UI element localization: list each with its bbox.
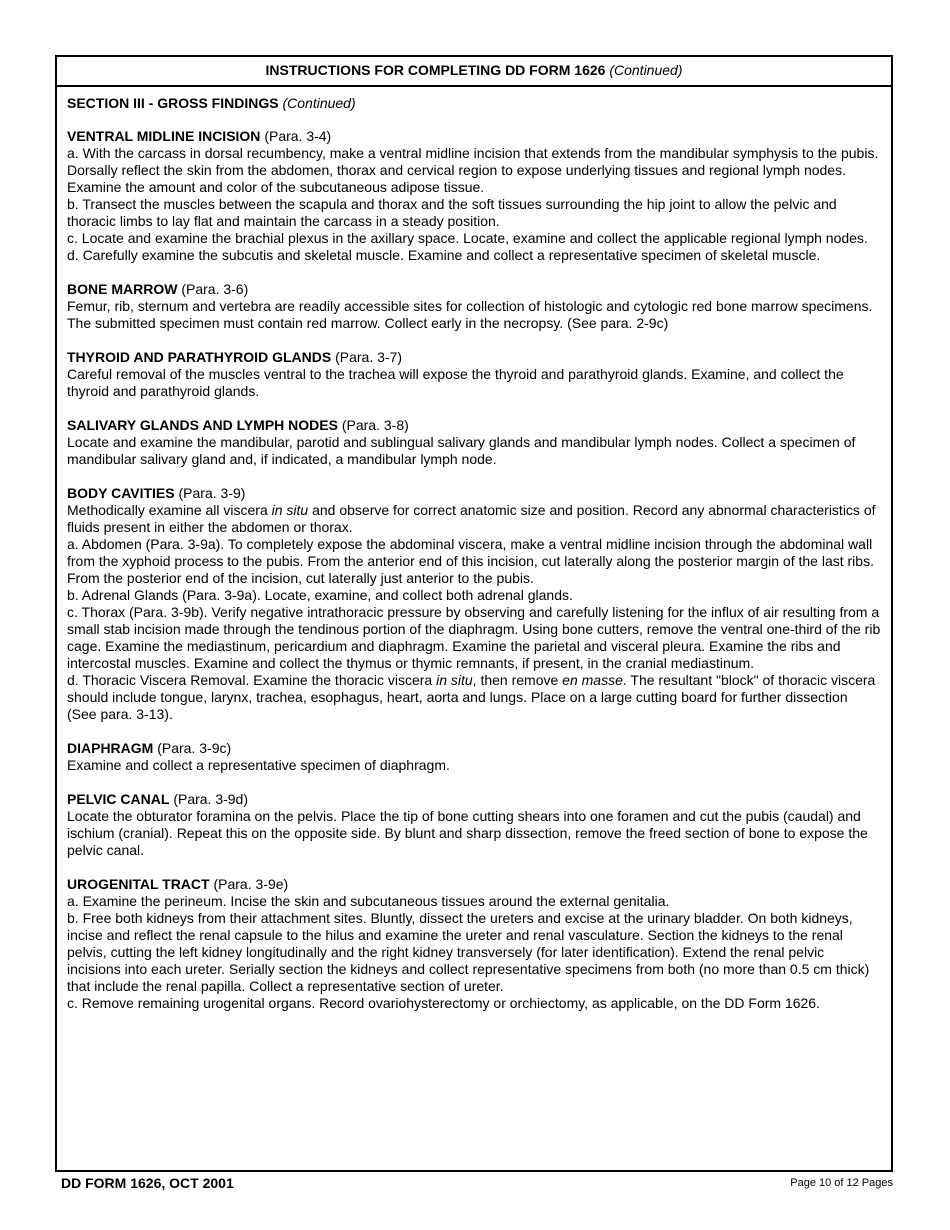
diaphragm-text: Examine and collect a representative specimen of diaphragm.	[67, 757, 450, 773]
cavities-intro-part2: and observe for correct anatomic size and position. Record any abnormal characteristics of fluids present in either the abdomen or thorax.	[67, 502, 876, 535]
urogenital-item-a: a. Examine the perineum. Incise the skin and subcutaneous tissues around the external genitalia.	[67, 893, 670, 909]
cavities-intro	[67, 502, 881, 536]
form-identifier: DD FORM 1626, OCT 2001	[61, 1175, 234, 1191]
ventral-item-d: d. Carefully examine the subcutis and skeletal muscle. Examine and collect a representative specimen of skeletal muscle.	[67, 247, 821, 263]
ventral-midline-incision-block	[67, 128, 881, 264]
section-continued: (Continued)	[282, 95, 356, 111]
urogenital-block	[67, 876, 881, 1012]
cavities-intro-part1: Methodically examine all viscera	[67, 502, 272, 518]
cavities-d-en-masse: en masse	[562, 672, 623, 688]
marrow-text: Femur, rib, sternum and vertebra are readily accessible sites for collection of histologic and cytologic red bone marrow specimens. The submitted specimen must contain red marrow. Collect early in the necropsy. (See para. 2-9c)	[67, 298, 873, 331]
page-number: Page 10 of 12 Pages	[790, 1177, 893, 1189]
urogenital-item-b: b. Free both kidneys from their attachment sites. Bluntly, dissect the ureters and excise at the urinary bladder. On both kidneys, incise and reflect the renal capsule to the hilus and examine the ureter and renal vasculature. Section the kidneys to the renal pelvis, cutting the left kidney longitudinally and the right kidney transversely (for later identification). Extend the renal pelvic incisions into each ureter. Serially section the kidneys and collect representative specimens from both (no more than 0.5 cm thick) that include the renal papilla. Collect a representative section of ureter.	[67, 910, 870, 994]
cavities-d-part2: , then remove	[472, 672, 563, 688]
section-title	[67, 95, 881, 112]
cavities-heading	[67, 485, 881, 502]
thyroid-heading	[67, 349, 881, 366]
pelvic-para: (Para. 3-9d)	[173, 791, 249, 807]
ventral-item-b: b. Transect the muscles between the scapula and thorax and the soft tissues surrounding the hip joint to allow the pelvic and thoracic limbs to lay flat and maintain the carcass in a steady position.	[67, 196, 837, 229]
urogenital-heading	[67, 876, 881, 893]
thyroid-para: (Para. 3-7)	[335, 349, 402, 365]
header-title: INSTRUCTIONS FOR COMPLETING DD FORM 1626	[265, 62, 606, 78]
urogenital-item-c: c. Remove remaining urogenital organs. Record ovariohysterectomy or orchiectomy, as applicable, on the DD Form 1626.	[67, 995, 820, 1011]
pelvic-canal-block	[67, 791, 881, 859]
salivary-title: SALIVARY GLANDS AND LYMPH NODES	[67, 417, 338, 433]
pelvic-text: Locate the obturator foramina on the pelvis. Place the tip of bone cutting shears into one foramen and cut the pubis (caudal) and ischium (cranial). Repeat this on the opposite side. By blunt and sharp dissection, remove the freed section of bone to expose the pelvic canal.	[67, 808, 868, 858]
cavities-item-c: c. Thorax (Para. 3-9b). Verify negative intrathoracic pressure by observing and carefully listening for the influx of air resulting from a small stab incision made through the tendinous portion of the diaphragm. Using bone cutters, remove the ventral one-third of the rib cage. Examine the mediastinum, pericardium and diaphragm. Examine the parietal and visceral pleura. Examine the ribs and intercostal muscles. Examine and collect the thymus or thymic remnants, if present, in the cranial mediastinum.	[67, 604, 881, 671]
salivary-block	[67, 417, 881, 468]
cavities-title: BODY CAVITIES	[67, 485, 175, 501]
bone-marrow-block	[67, 281, 881, 332]
ventral-para: (Para. 3-4)	[264, 128, 332, 144]
ventral-title: VENTRAL MIDLINE INCISION	[67, 128, 261, 144]
ventral-heading	[67, 128, 881, 145]
diaphragm-title: DIAPHRAGM	[67, 740, 154, 756]
diaphragm-para: (Para. 3-9c)	[157, 740, 232, 756]
thyroid-block	[67, 349, 881, 400]
thyroid-title: THYROID AND PARATHYROID GLANDS	[67, 349, 332, 365]
pelvic-heading	[67, 791, 881, 808]
body-cavities-block	[67, 485, 881, 723]
ventral-item-a: a. With the carcass in dorsal recumbency, make a ventral midline incision that extends from the mandibular symphysis to the pubis. Dorsally reflect the skin from the abdomen, thorax and cervical region to expose underlying tissues and regional lymph nodes. Examine the amount and color of the subcutaneous adipose tissue.	[67, 145, 879, 195]
urogenital-title: UROGENITAL TRACT	[67, 876, 210, 892]
cavities-d-part3: . The resultant "block" of thoracic viscera should include tongue, larynx, trachea, esophagus, heart, aorta and lungs. Place on a large cutting board for further dissection (See para. 3-13).	[67, 672, 876, 722]
instructions-content	[57, 87, 891, 1012]
salivary-para: (Para. 3-8)	[341, 417, 409, 433]
cavities-d-in-situ: in situ	[436, 672, 473, 688]
salivary-text: Locate and examine the mandibular, parotid and sublingual salivary glands and mandibular lymph nodes. Collect a specimen of mandibular salivary gland and, if indicated, a mandibular lymph node.	[67, 434, 856, 467]
salivary-heading	[67, 417, 881, 434]
ventral-item-c: c. Locate and examine the brachial plexus in the axillary space. Locate, examine and collect the applicable regional lymph nodes.	[67, 230, 868, 246]
marrow-para: (Para. 3-6)	[181, 281, 249, 297]
cavities-item-a: a. Abdomen (Para. 3-9a). To completely expose the abdominal viscera, make a ventral midline incision through the abdominal wall from the xyphoid process to the pubis. From the anterior end of this incision, cut laterally along the posterior margin of the last ribs. From the posterior end of the incision, cut laterally just anterior to the pubis.	[67, 536, 874, 586]
form-frame	[55, 55, 893, 1172]
urogenital-para: (Para. 3-9e)	[213, 876, 289, 892]
cavities-para: (Para. 3-9)	[178, 485, 246, 501]
marrow-title: BONE MARROW	[67, 281, 178, 297]
cavities-item-d	[67, 672, 881, 723]
diaphragm-block	[67, 740, 881, 774]
cavities-d-part1: d. Thoracic Viscera Removal. Examine the thoracic viscera	[67, 672, 437, 688]
thyroid-text: Careful removal of the muscles ventral to the trachea will expose the thyroid and parathyroid glands. Examine, and collect the thyroid and parathyroid glands.	[67, 366, 844, 399]
diaphragm-heading	[67, 740, 881, 757]
header-continued: (Continued)	[609, 62, 683, 78]
cavities-item-b: b. Adrenal Glands (Para. 3-9a). Locate, examine, and collect both adrenal glands.	[67, 587, 573, 603]
cavities-intro-in-situ: in situ	[271, 502, 309, 518]
form-header	[57, 57, 891, 87]
marrow-heading	[67, 281, 881, 298]
pelvic-title: PELVIC CANAL	[67, 791, 170, 807]
section-title-text: SECTION III - GROSS FINDINGS	[67, 95, 279, 111]
